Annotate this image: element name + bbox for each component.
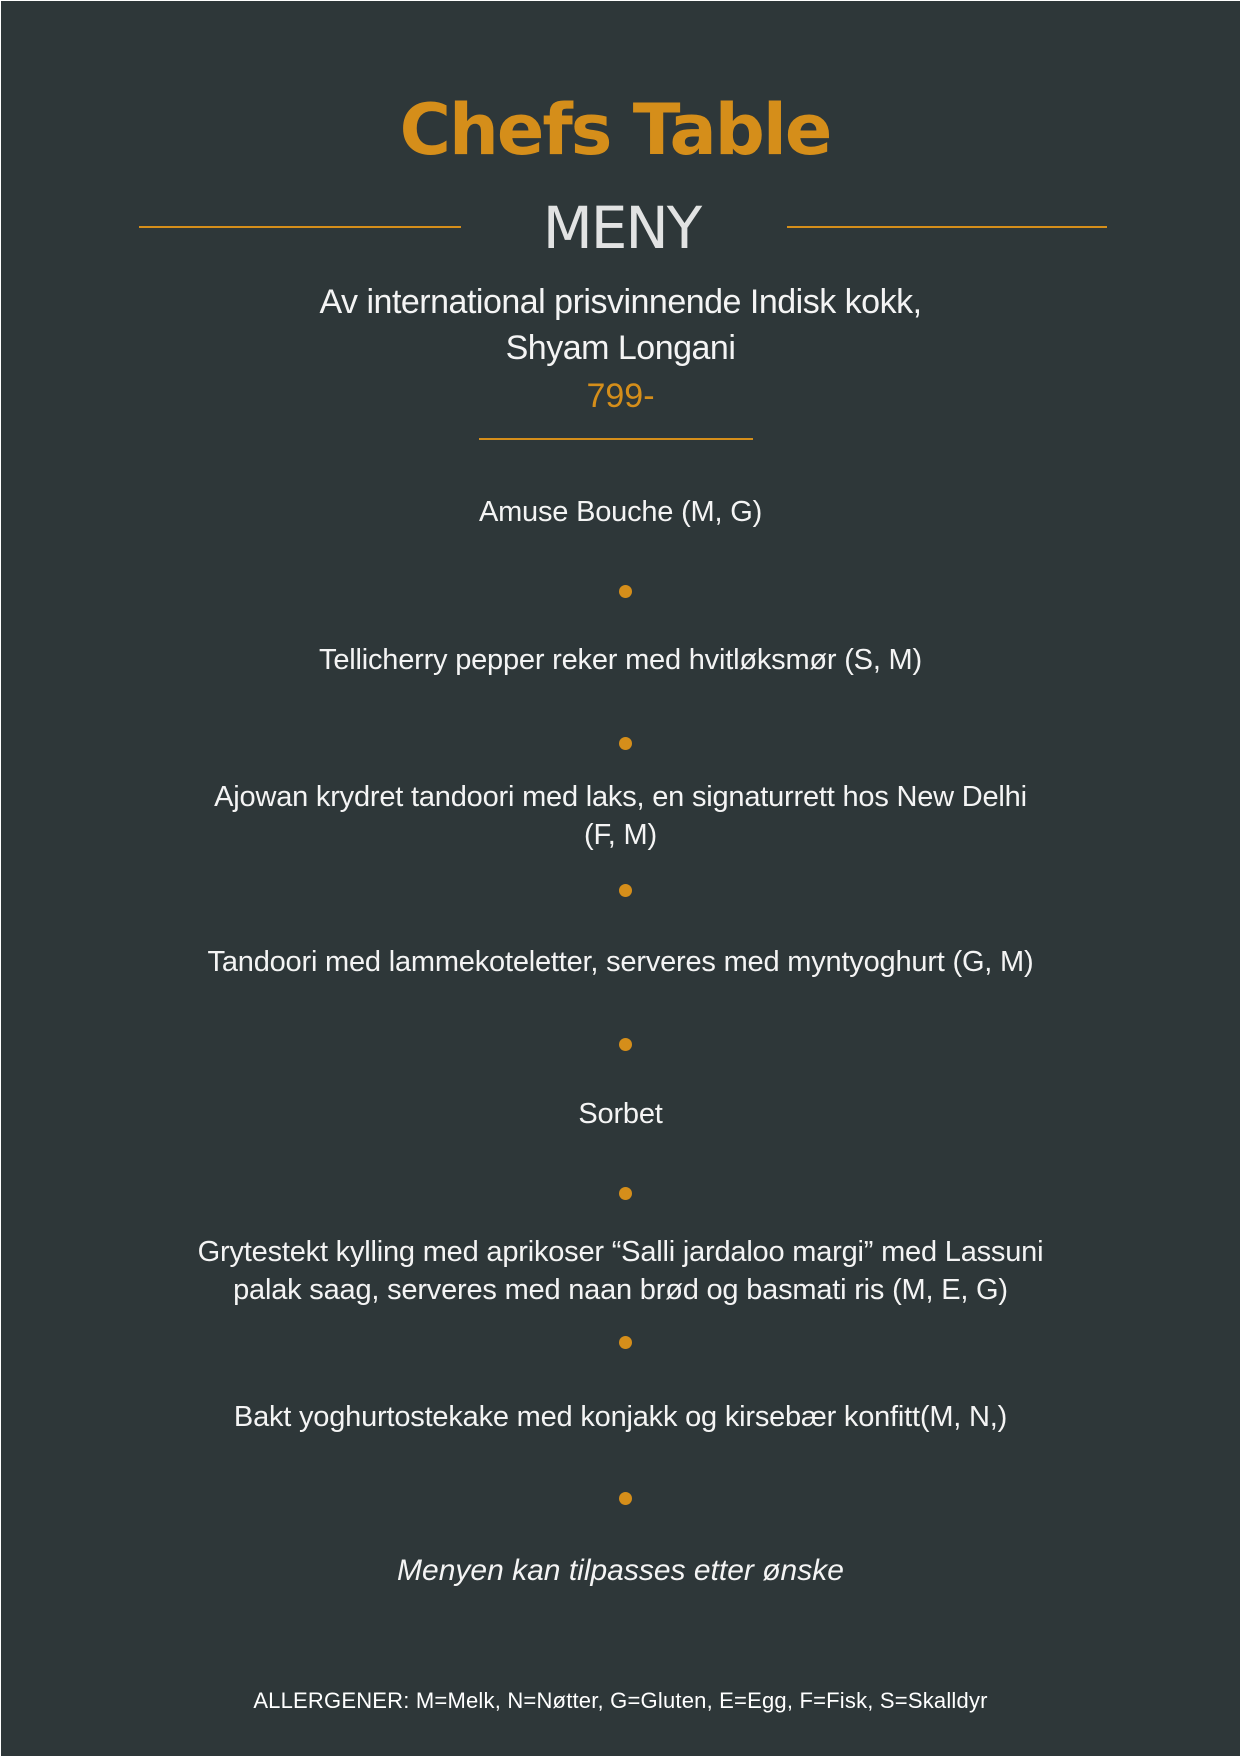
- course-item: [1, 1398, 1240, 1436]
- course-item: [1, 778, 1240, 854]
- course-text: palak saag, serveres med naan brød og basmati ris (M, E, G): [233, 1274, 1008, 1306]
- bullet-dot: [619, 585, 632, 598]
- course-text: (F, M): [584, 819, 657, 851]
- course-text: Sorbet: [578, 1098, 663, 1130]
- course-text: Bakt yoghurtostekake med konjakk og kirsebær konfitt(M, N,): [233, 1401, 1008, 1433]
- section-label: [1, 191, 1241, 265]
- course-text: Grytestekt kylling med aprikoser “Salli jardaloo margi” med Lassuni: [197, 1236, 1044, 1268]
- chef-subtitle: [1, 279, 1240, 371]
- customization-note: Menyen kan tilpasses etter ønske: [397, 1554, 844, 1587]
- course-text: Tellicherry pepper reker med hvitløksmør (S, M): [319, 644, 922, 676]
- course-item: [1, 1095, 1240, 1133]
- subtitle-line-1: Av international prisvinnende Indisk kokk,: [319, 283, 922, 321]
- page-title: Chefs Table: [399, 89, 831, 171]
- bullet-dot: [619, 884, 632, 897]
- menu-page: [1, 1, 1240, 1756]
- course-item: [1, 943, 1240, 981]
- section-label-text: MENY: [542, 194, 701, 262]
- bullet-dot: [619, 1336, 632, 1349]
- course-item: [1, 1233, 1240, 1309]
- subtitle-line-2: Shyam Longani: [505, 329, 736, 367]
- course-item: [1, 641, 1240, 679]
- course-text: Amuse Bouche (M, G): [478, 496, 763, 528]
- price-divider: [479, 438, 753, 440]
- bullet-dot: [619, 1038, 632, 1051]
- course-item: [1, 493, 1240, 531]
- course-text: Ajowan krydret tandoori med laks, en signaturrett hos New Delhi: [214, 781, 1027, 813]
- price: 799-: [586, 377, 655, 415]
- bullet-dot: [619, 1492, 632, 1505]
- course-text: Tandoori med lammekoteletter, serveres med myntyoghurt (G, M): [207, 946, 1034, 978]
- bullet-dot: [619, 1187, 632, 1200]
- bullet-dot: [619, 737, 632, 750]
- allergen-legend: ALLERGENER: M=Melk, N=Nøtter, G=Gluten, E=Egg, F=Fisk, S=Skalldyr: [253, 1688, 988, 1713]
